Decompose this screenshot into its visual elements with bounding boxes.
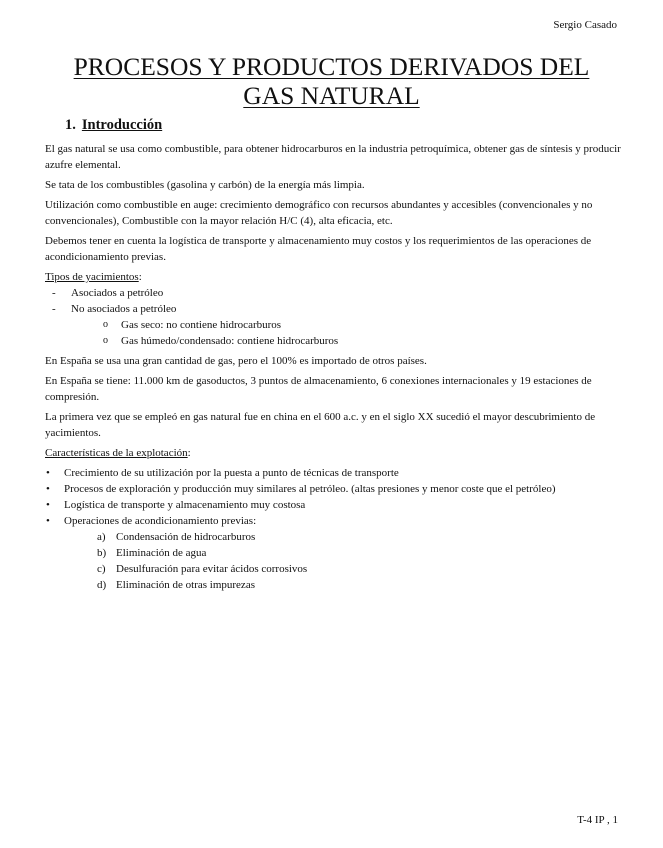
yacimientos-list [45, 285, 621, 349]
explotacion-subtitle [45, 445, 621, 461]
list-item [45, 497, 621, 513]
dash-marker: - [52, 287, 56, 299]
paragraph: Se tata de los combustibles (gasolina y carbón) de la energía más limpia. [45, 179, 365, 191]
list-item-text: Eliminación de agua [116, 547, 207, 559]
list-item-text: Condensación de hidrocarburos [116, 531, 256, 543]
title-line-2: GAS NATURAL [243, 81, 420, 110]
bullet-marker: • [46, 499, 50, 511]
list-item-text: Eliminación de otras impurezas [116, 579, 255, 591]
paragraph: Debemos tener en cuenta la logística de transporte y almacenamiento muy costos y los requerimientos de las operaciones de acondicionamiento previas. [45, 235, 592, 263]
yacimientos-subtitle [45, 269, 621, 285]
section-heading-text: Introducción [81, 117, 163, 133]
list-item [45, 465, 621, 481]
yacimientos-subtitle-colon: : [138, 271, 142, 283]
list-item [97, 545, 621, 561]
yacimientos-subtitle-text: Tipos de yacimientos [45, 271, 139, 283]
list-item [97, 529, 621, 545]
bullet-marker: • [46, 515, 50, 527]
yacimientos-sublist [45, 317, 621, 349]
paragraph: La primera vez que se empleó en gas natural fue en china en el 600 a.c. y en el siglo XX sucedió el mayor descubrimiento de yacimientos. [45, 411, 596, 439]
list-item [45, 285, 621, 301]
circle-marker: o [103, 335, 108, 346]
page-footer: T-4 IP , 1 [577, 814, 618, 826]
list-item [97, 561, 621, 577]
circle-marker: o [103, 319, 108, 330]
list-item [45, 481, 621, 497]
list-item-text: Operaciones de acondicionamiento previas: [64, 515, 257, 527]
document-body [45, 141, 621, 593]
title-line-1: PROCESOS Y PRODUCTOS DERIVADOS DEL [73, 52, 590, 81]
section-heading [65, 117, 162, 134]
header-author: Sergio Casado [553, 19, 617, 31]
letter-marker: a) [97, 531, 106, 543]
list-item-text: Procesos de exploración y producción muy similares al petróleo. (altas presiones y menor coste que el petróleo) [64, 483, 556, 495]
section-number: 1. [65, 117, 76, 133]
dash-marker: - [52, 303, 56, 315]
list-item-text: Desulfuración para evitar ácidos corrosivos [116, 563, 308, 575]
letter-marker: b) [97, 547, 107, 559]
paragraph: El gas natural se usa como combustible, para obtener hidrocarburos en la industria petroquímica, obtener gas de síntesis y producir azufre elemental. [45, 143, 621, 171]
bullet-marker: • [46, 467, 50, 479]
list-item [95, 333, 621, 349]
document-title [0, 52, 663, 110]
acondicionamiento-sublist [45, 529, 621, 593]
list-item [45, 513, 621, 593]
explotacion-list [45, 465, 621, 593]
list-item-text: No asociados a petróleo [71, 303, 177, 315]
list-item-text: Logística de transporte y almacenamiento muy costosa [64, 499, 306, 511]
list-item-text: Gas seco: no contiene hidrocarburos [121, 319, 282, 331]
explotacion-subtitle-text: Características de la explotación [45, 447, 188, 459]
list-item [45, 301, 621, 349]
letter-marker: c) [97, 563, 106, 575]
letter-marker: d) [97, 579, 107, 591]
explotacion-subtitle-colon: : [187, 447, 191, 459]
list-item [97, 577, 621, 593]
paragraph: Utilización como combustible en auge: crecimiento demográfico con recursos abundantes y accesibles (convencionales y no convencionales), Combustible con la mayor relación H/C (4), alta eficacia, etc. [45, 199, 593, 227]
paragraph: En España se tiene: 11.000 km de gasoductos, 3 puntos de almacenamiento, 6 conexiones internacionales y 19 estaciones de compresión. [45, 375, 592, 403]
bullet-marker: • [46, 483, 50, 495]
list-item-text: Gas húmedo/condensado: contiene hidrocarburos [121, 335, 339, 347]
list-item [95, 317, 621, 333]
list-item-text: Asociados a petróleo [71, 287, 164, 299]
paragraph: En España se usa una gran cantidad de gas, pero el 100% es importado de otros países. [45, 355, 427, 367]
list-item-text: Crecimiento de su utilización por la puesta a punto de técnicas de transporte [64, 467, 399, 479]
